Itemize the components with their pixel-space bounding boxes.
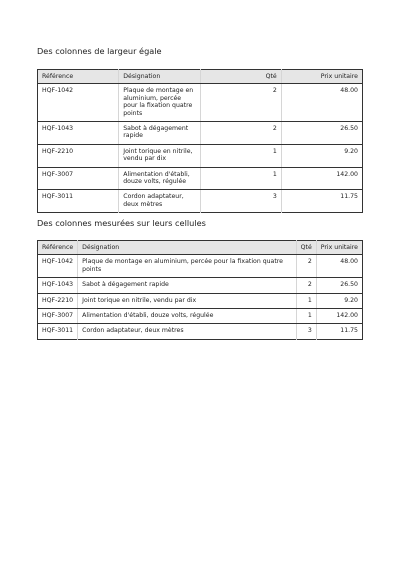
column-header-designation: Désignation xyxy=(78,241,296,255)
column-header-reference: Référence xyxy=(38,241,78,255)
table-row xyxy=(38,255,363,278)
table-row xyxy=(38,309,363,324)
cell-quantity: 1 xyxy=(296,293,316,308)
section-title-equal-widths: Des colonnes de largeur égale xyxy=(37,46,162,56)
cell-quantity: 2 xyxy=(200,84,281,122)
cell-quantity: 2 xyxy=(296,255,316,278)
cell-reference: HQF-3007 xyxy=(38,167,119,190)
column-header-reference: Référence xyxy=(38,70,119,84)
section-title-content-widths: Des colonnes mesurées sur leurs cellules xyxy=(37,218,206,228)
cell-reference: HQF-2210 xyxy=(38,144,119,167)
cell-unit-price: 11.75 xyxy=(340,327,358,335)
cell-quantity: 1 xyxy=(200,144,281,167)
cell-designation: Alimentation d'établi, douze volts, régulée xyxy=(119,167,200,190)
column-header-unit-price: Prix unitaire xyxy=(316,241,362,255)
cell-reference: HQF-2210 xyxy=(38,293,78,308)
cell-quantity: 2 xyxy=(200,122,281,145)
table-row xyxy=(38,278,363,293)
cell-unit-price: 26.50 xyxy=(316,278,362,293)
cell-reference: HQF-3011 xyxy=(38,190,119,213)
cell-designation: Joint torique en nitrile, vendu par dix xyxy=(119,144,200,167)
cell-reference: HQF-1042 xyxy=(38,84,119,122)
cell-unit-price: 142.00 xyxy=(316,309,362,324)
cell-designation: Sabot à dégagement rapide xyxy=(119,122,200,145)
table-row xyxy=(38,190,363,213)
cell-designation: Joint torique en nitrile, vendu par dix xyxy=(78,293,296,308)
table-equal-widths xyxy=(37,69,363,213)
table-header-row xyxy=(38,241,363,255)
column-header-quantity: Qté xyxy=(200,70,281,84)
table-row xyxy=(38,122,363,145)
cell-quantity: 1 xyxy=(200,167,281,190)
cell-designation: Sabot à dégagement rapide xyxy=(78,278,296,293)
table-content-widths xyxy=(37,240,363,340)
table-row xyxy=(38,293,363,308)
table-header-row xyxy=(38,70,363,84)
cell-reference: HQF-3011 xyxy=(38,324,78,339)
table-row xyxy=(38,144,363,167)
table-row xyxy=(38,84,363,122)
cell-quantity: 2 xyxy=(296,278,316,293)
cell-unit-price: 142.00 xyxy=(281,167,362,190)
cell-unit-price: 48.00 xyxy=(316,255,362,278)
cell-reference: HQF-1043 xyxy=(38,278,78,293)
table-row xyxy=(38,167,363,190)
cell-designation: Cordon adaptateur, deux mètres xyxy=(78,324,296,339)
column-header-unit-price: Prix unitaire xyxy=(281,70,362,84)
cell-designation: Plaque de montage en aluminium, percée pour la fixation quatre points xyxy=(119,84,200,122)
cell-quantity: 3 xyxy=(200,190,281,213)
cell-designation: Cordon adaptateur, deux mètres xyxy=(119,190,200,213)
cell-designation: Alimentation d'établi, douze volts, régulée xyxy=(78,309,296,324)
column-header-designation: Désignation xyxy=(119,70,200,84)
table-row xyxy=(38,324,363,339)
cell-quantity: 3 xyxy=(296,324,316,339)
cell-reference: HQF-1042 xyxy=(38,255,78,278)
cell-unit-price: 26.50 xyxy=(281,122,362,145)
cell-reference: HQF-3007 xyxy=(38,309,78,324)
cell-designation: Plaque de montage en aluminium, percée pour la fixation quatre points xyxy=(78,255,296,278)
column-header-quantity: Qté xyxy=(296,241,316,255)
cell-unit-price: 9.20 xyxy=(281,144,362,167)
cell-quantity: 1 xyxy=(296,309,316,324)
cell-reference: HQF-1043 xyxy=(38,122,119,145)
cell-unit-price: 11.75 xyxy=(340,193,358,201)
cell-unit-price: 48.00 xyxy=(281,84,362,122)
cell-unit-price: 9.20 xyxy=(316,293,362,308)
